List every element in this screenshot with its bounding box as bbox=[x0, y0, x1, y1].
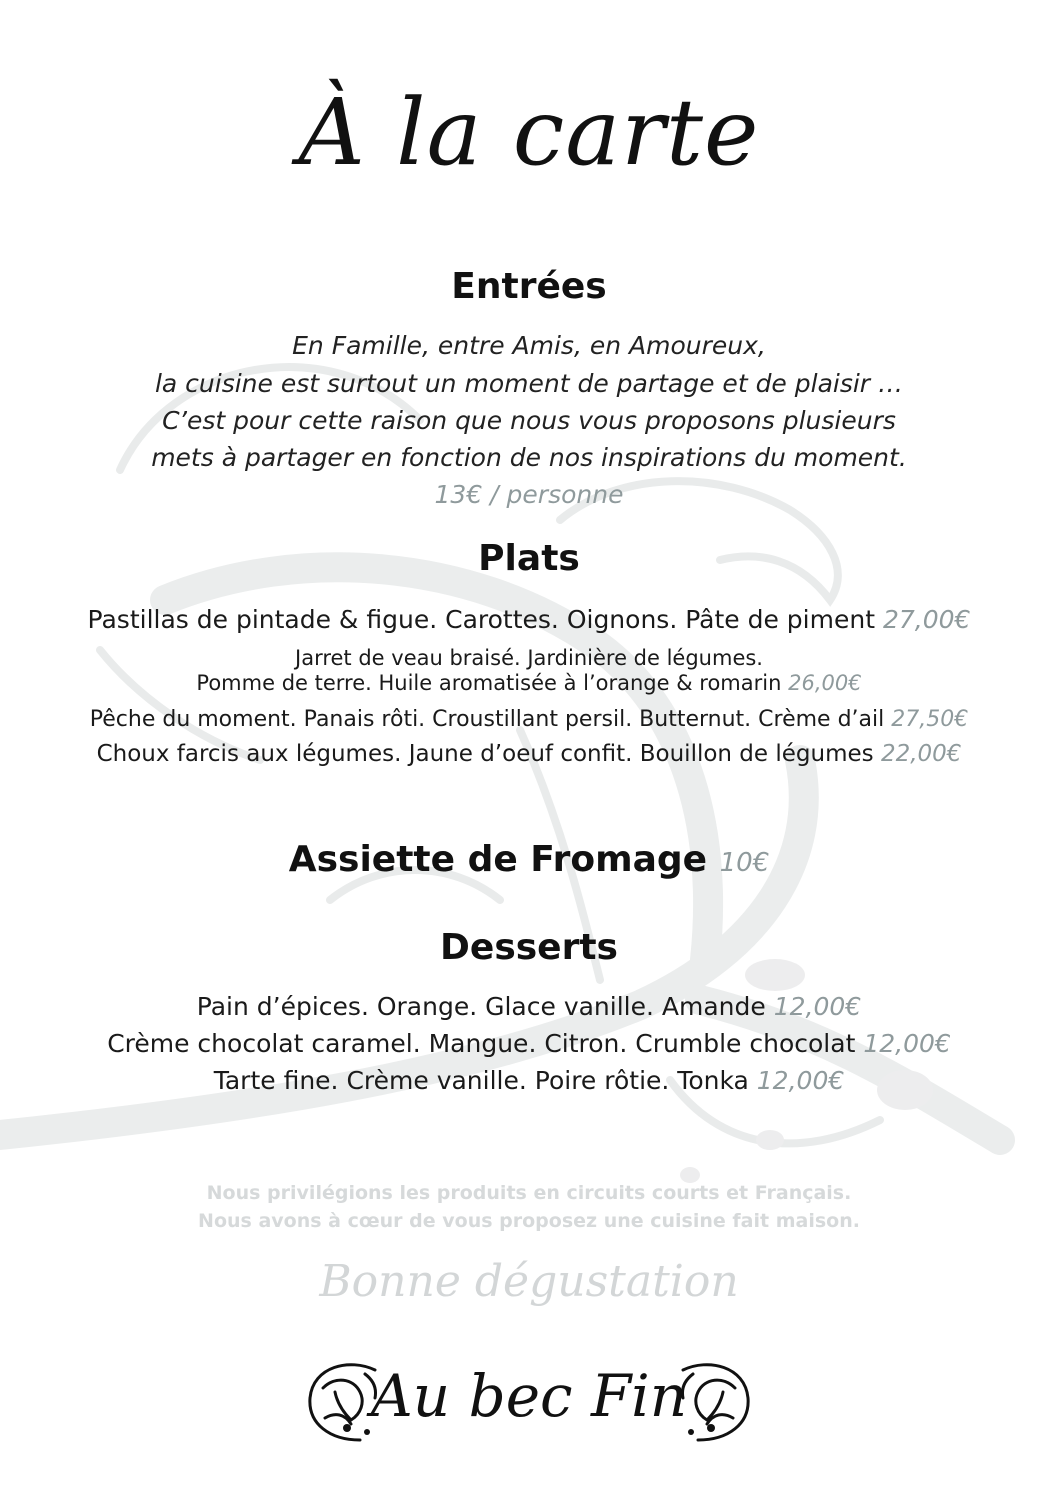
entrees-heading: Entrées bbox=[451, 266, 607, 307]
plat-item bbox=[0, 645, 1058, 672]
entrees-price: 13€ / personne bbox=[434, 480, 624, 509]
menu-title: À la carte bbox=[298, 79, 760, 186]
entrees-intro-line: C’est pour cette raison que nous vous proposons plusieurs bbox=[162, 406, 896, 435]
dessert-price: 12,00€ bbox=[863, 1029, 951, 1058]
plat-price: 27,50€ bbox=[891, 707, 969, 732]
dessert-name: Crème chocolat caramel. Mangue. Citron. Crumble chocolat bbox=[107, 1029, 856, 1058]
fromage-price: 10€ bbox=[719, 848, 770, 878]
desserts-heading: Desserts bbox=[440, 927, 618, 968]
entrees-intro-line: mets à partager en fonction de nos inspirations du moment. bbox=[151, 443, 907, 472]
entrees-intro-line: la cuisine est surtout un moment de partage et de plaisir … bbox=[154, 369, 904, 398]
plat-item bbox=[0, 603, 1058, 637]
closing-text: Bonne dégustation bbox=[319, 1256, 739, 1307]
sourcing-note: Nous privilégions les produits en circuits courts et Français. bbox=[206, 1182, 852, 1204]
plats-heading: Plats bbox=[478, 538, 580, 579]
dessert-name: Pain d’épices. Orange. Glace vanille. Amande bbox=[196, 992, 766, 1021]
bird-flourish-icon bbox=[673, 1358, 753, 1446]
brand-logo bbox=[0, 1350, 1058, 1460]
fromage-title: Assiette de Fromage bbox=[288, 839, 708, 880]
plat-name-line: Jarret de veau braisé. Jardinière de légumes. bbox=[295, 646, 763, 670]
dessert-item bbox=[0, 1064, 1058, 1098]
dessert-name: Tarte fine. Crème vanille. Poire rôtie. Tonka bbox=[213, 1066, 749, 1095]
dessert-price: 12,00€ bbox=[756, 1066, 845, 1095]
plat-item bbox=[0, 670, 1058, 697]
plat-name: Pastillas de pintade & figue. Carottes. Oignons. Pâte de piment bbox=[87, 605, 876, 634]
homemade-note: Nous avons à cœur de vous proposez une cuisine fait maison. bbox=[198, 1210, 860, 1232]
entrees-intro-line: En Famille, entre Amis, en Amoureux, bbox=[292, 331, 766, 360]
plat-item bbox=[0, 737, 1058, 771]
plat-price: 26,00€ bbox=[788, 671, 862, 695]
dessert-item bbox=[0, 990, 1058, 1024]
plat-price: 22,00€ bbox=[880, 741, 962, 767]
fromage-heading bbox=[0, 838, 1058, 885]
plat-item bbox=[0, 706, 1058, 733]
plat-name: Choux farcis aux légumes. Jaune d’oeuf confit. Bouillon de légumes bbox=[96, 741, 874, 767]
dessert-price: 12,00€ bbox=[773, 992, 862, 1021]
plat-price: 27,00€ bbox=[882, 605, 971, 634]
plat-name: Pêche du moment. Panais rôti. Croustillant persil. Butternut. Crème d’ail bbox=[89, 707, 885, 732]
brand-name: Au bec Fin bbox=[370, 1362, 688, 1430]
plat-name-line: Pomme de terre. Huile aromatisée à l’orange & romarin bbox=[196, 671, 782, 695]
dessert-item bbox=[0, 1027, 1058, 1061]
